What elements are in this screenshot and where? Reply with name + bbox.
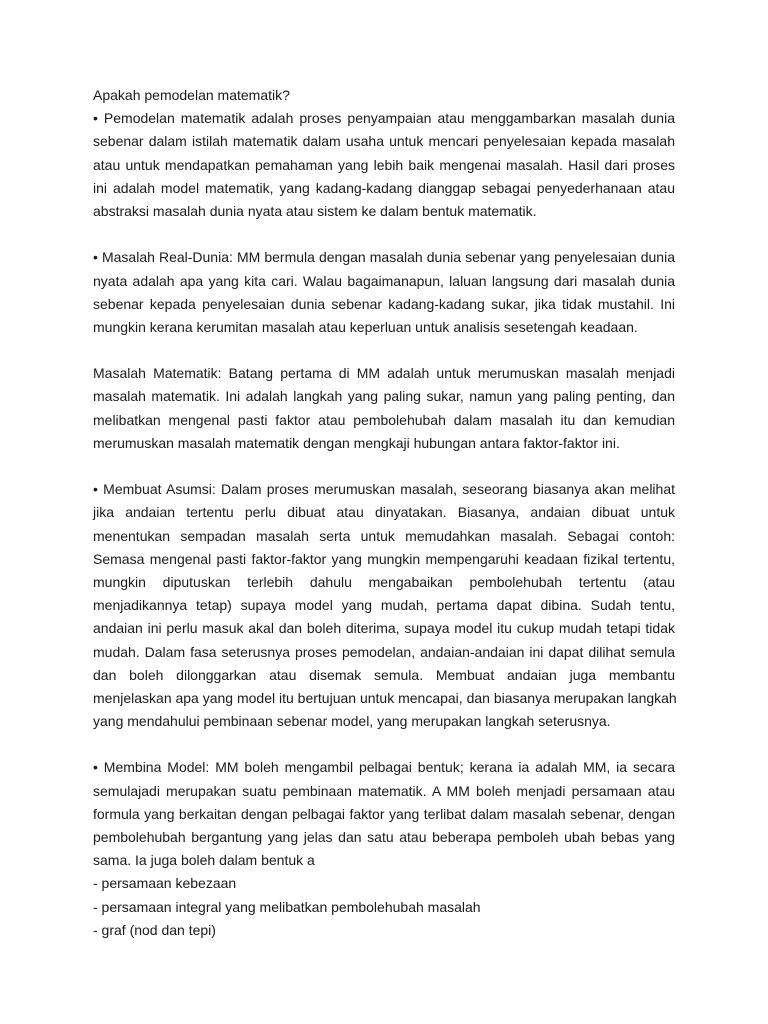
- text-line: Semasa mengenal pasti faktor-faktor yang mungkin mempengaruhi keadaan fizikal tertentu,: [93, 550, 675, 567]
- text-line: pembolehubah bergantung yang jelas dan satu atau beberapa pemboleh ubah bebas yang: [93, 829, 675, 845]
- text-line: sebenar dalam istilah matematik dalam usaha untuk mencari penyelesaian kepada masalah: [93, 133, 675, 150]
- paragraph-gap: [93, 733, 675, 756]
- text-line: menjadikannya tetap) supaya model yang mudah, pertama dapat dibina. Sudah tentu,: [93, 597, 675, 614]
- text-line: merumuskan masalah matematik dengan mengkaji hubungan antara faktor-faktor ini.: [93, 434, 620, 451]
- text-line: masalah matematik. Ini adalah langkah yang paling sukar, namun yang paling penting, dan: [93, 388, 675, 405]
- paragraph-membuat-asumsi: [93, 478, 675, 733]
- document-page: [93, 84, 675, 942]
- text-line: menjelaskan apa yang model itu bertujuan untuk mencapai, dan biasanya merupakan langkah: [93, 689, 677, 706]
- text-line: mungkin kerana kerumitan masalah atau keperluan untuk analisis sesetengah keadaan.: [93, 318, 638, 335]
- paragraph-gap: [93, 339, 675, 362]
- text-line: • Membina Model: MM boleh mengambil pelbagai bentuk; kerana ia adalah MM, ia secara: [93, 759, 675, 776]
- paragraph-gap: [93, 223, 675, 246]
- text-line: sama. Ia juga boleh dalam bentuk a: [93, 852, 315, 869]
- text-line: • Masalah Real-Dunia: MM bermula dengan masalah dunia sebenar yang penyelesaian dunia: [93, 249, 675, 266]
- paragraph-masalah-matematik: [93, 362, 675, 455]
- list-item: - persamaan kebezaan: [93, 875, 237, 892]
- text-line: semulajadi merupakan suatu pembinaan matematik. A MM boleh menjadi persamaan atau: [93, 782, 675, 799]
- text-line: • Membuat Asumsi: Dalam proses merumuskan masalah, seseorang biasanya akan melihat: [93, 481, 675, 498]
- text-line: ini adalah model matematik, yang kadang-kadang dianggap sebagai penyederhanaan atau: [93, 179, 675, 196]
- text-line: dan boleh dilonggarkan atau disemak semula. Membuat andaian juga membantu: [93, 666, 675, 683]
- text-line: melibatkan mengenal pasti faktor atau pembolehubah dalam masalah itu dan kemudian: [93, 411, 675, 428]
- text-line: nyata adalah apa yang kita cari. Walau bagaimanapun, laluan langsung dari masalah dunia: [93, 272, 675, 289]
- paragraph-pemodelan: [93, 107, 675, 223]
- list-item: - persamaan integral yang melibatkan pembolehubah masalah: [93, 898, 481, 915]
- paragraph-gap: [93, 455, 675, 478]
- text-line: Masalah Matematik: Batang pertama di MM adalah untuk merumuskan masalah menjadi: [93, 365, 675, 382]
- text-line: jika andaian tertentu perlu dibuat atau dinyatakan. Biasanya, andaian dibuat untuk: [93, 504, 675, 521]
- text-line: atau untuk mendapatkan pemahaman yang lebih baik mengenai masalah. Hasil dari proses: [93, 156, 675, 173]
- paragraph-masalah-real-dunia: [93, 246, 675, 339]
- text-line: formula yang berkaitan dengan pelbagai faktor yang terlibat dalam masalah sebenar, dengan: [93, 805, 675, 822]
- text-line: menentukan sempadan masalah serta untuk memudahkan masalah. Sebagai contoh:: [93, 527, 675, 544]
- list-item: - graf (nod dan tepi): [93, 921, 216, 938]
- text-line: andaian ini perlu masuk akal dan boleh diterima, supaya model itu cukup mudah tetapi tidak: [93, 620, 675, 637]
- document-title: Apakah pemodelan matematik?: [93, 87, 290, 103]
- paragraph-membina-model: [93, 756, 675, 942]
- text-line: sebenar kepada penyelesaian dunia sebenar kadang-kadang sukar, jika tidak mustahil. Ini: [93, 295, 675, 312]
- text-line: abstraksi masalah dunia nyata atau sistem ke dalam bentuk matematik.: [93, 202, 537, 219]
- text-line: • Pemodelan matematik adalah proses penyampaian atau menggambarkan masalah dunia: [93, 110, 675, 127]
- text-line: mudah. Dalam fasa seterusnya proses pemodelan, andaian-andaian ini dapat dilihat semula: [93, 643, 675, 660]
- text-line: mungkin diputuskan terlebih dahulu mengabaikan pembolehubah tertentu (atau: [93, 573, 675, 590]
- text-line: yang mendahului pembinaan sebenar model, yang merupakan langkah seterusnya.: [93, 713, 611, 730]
